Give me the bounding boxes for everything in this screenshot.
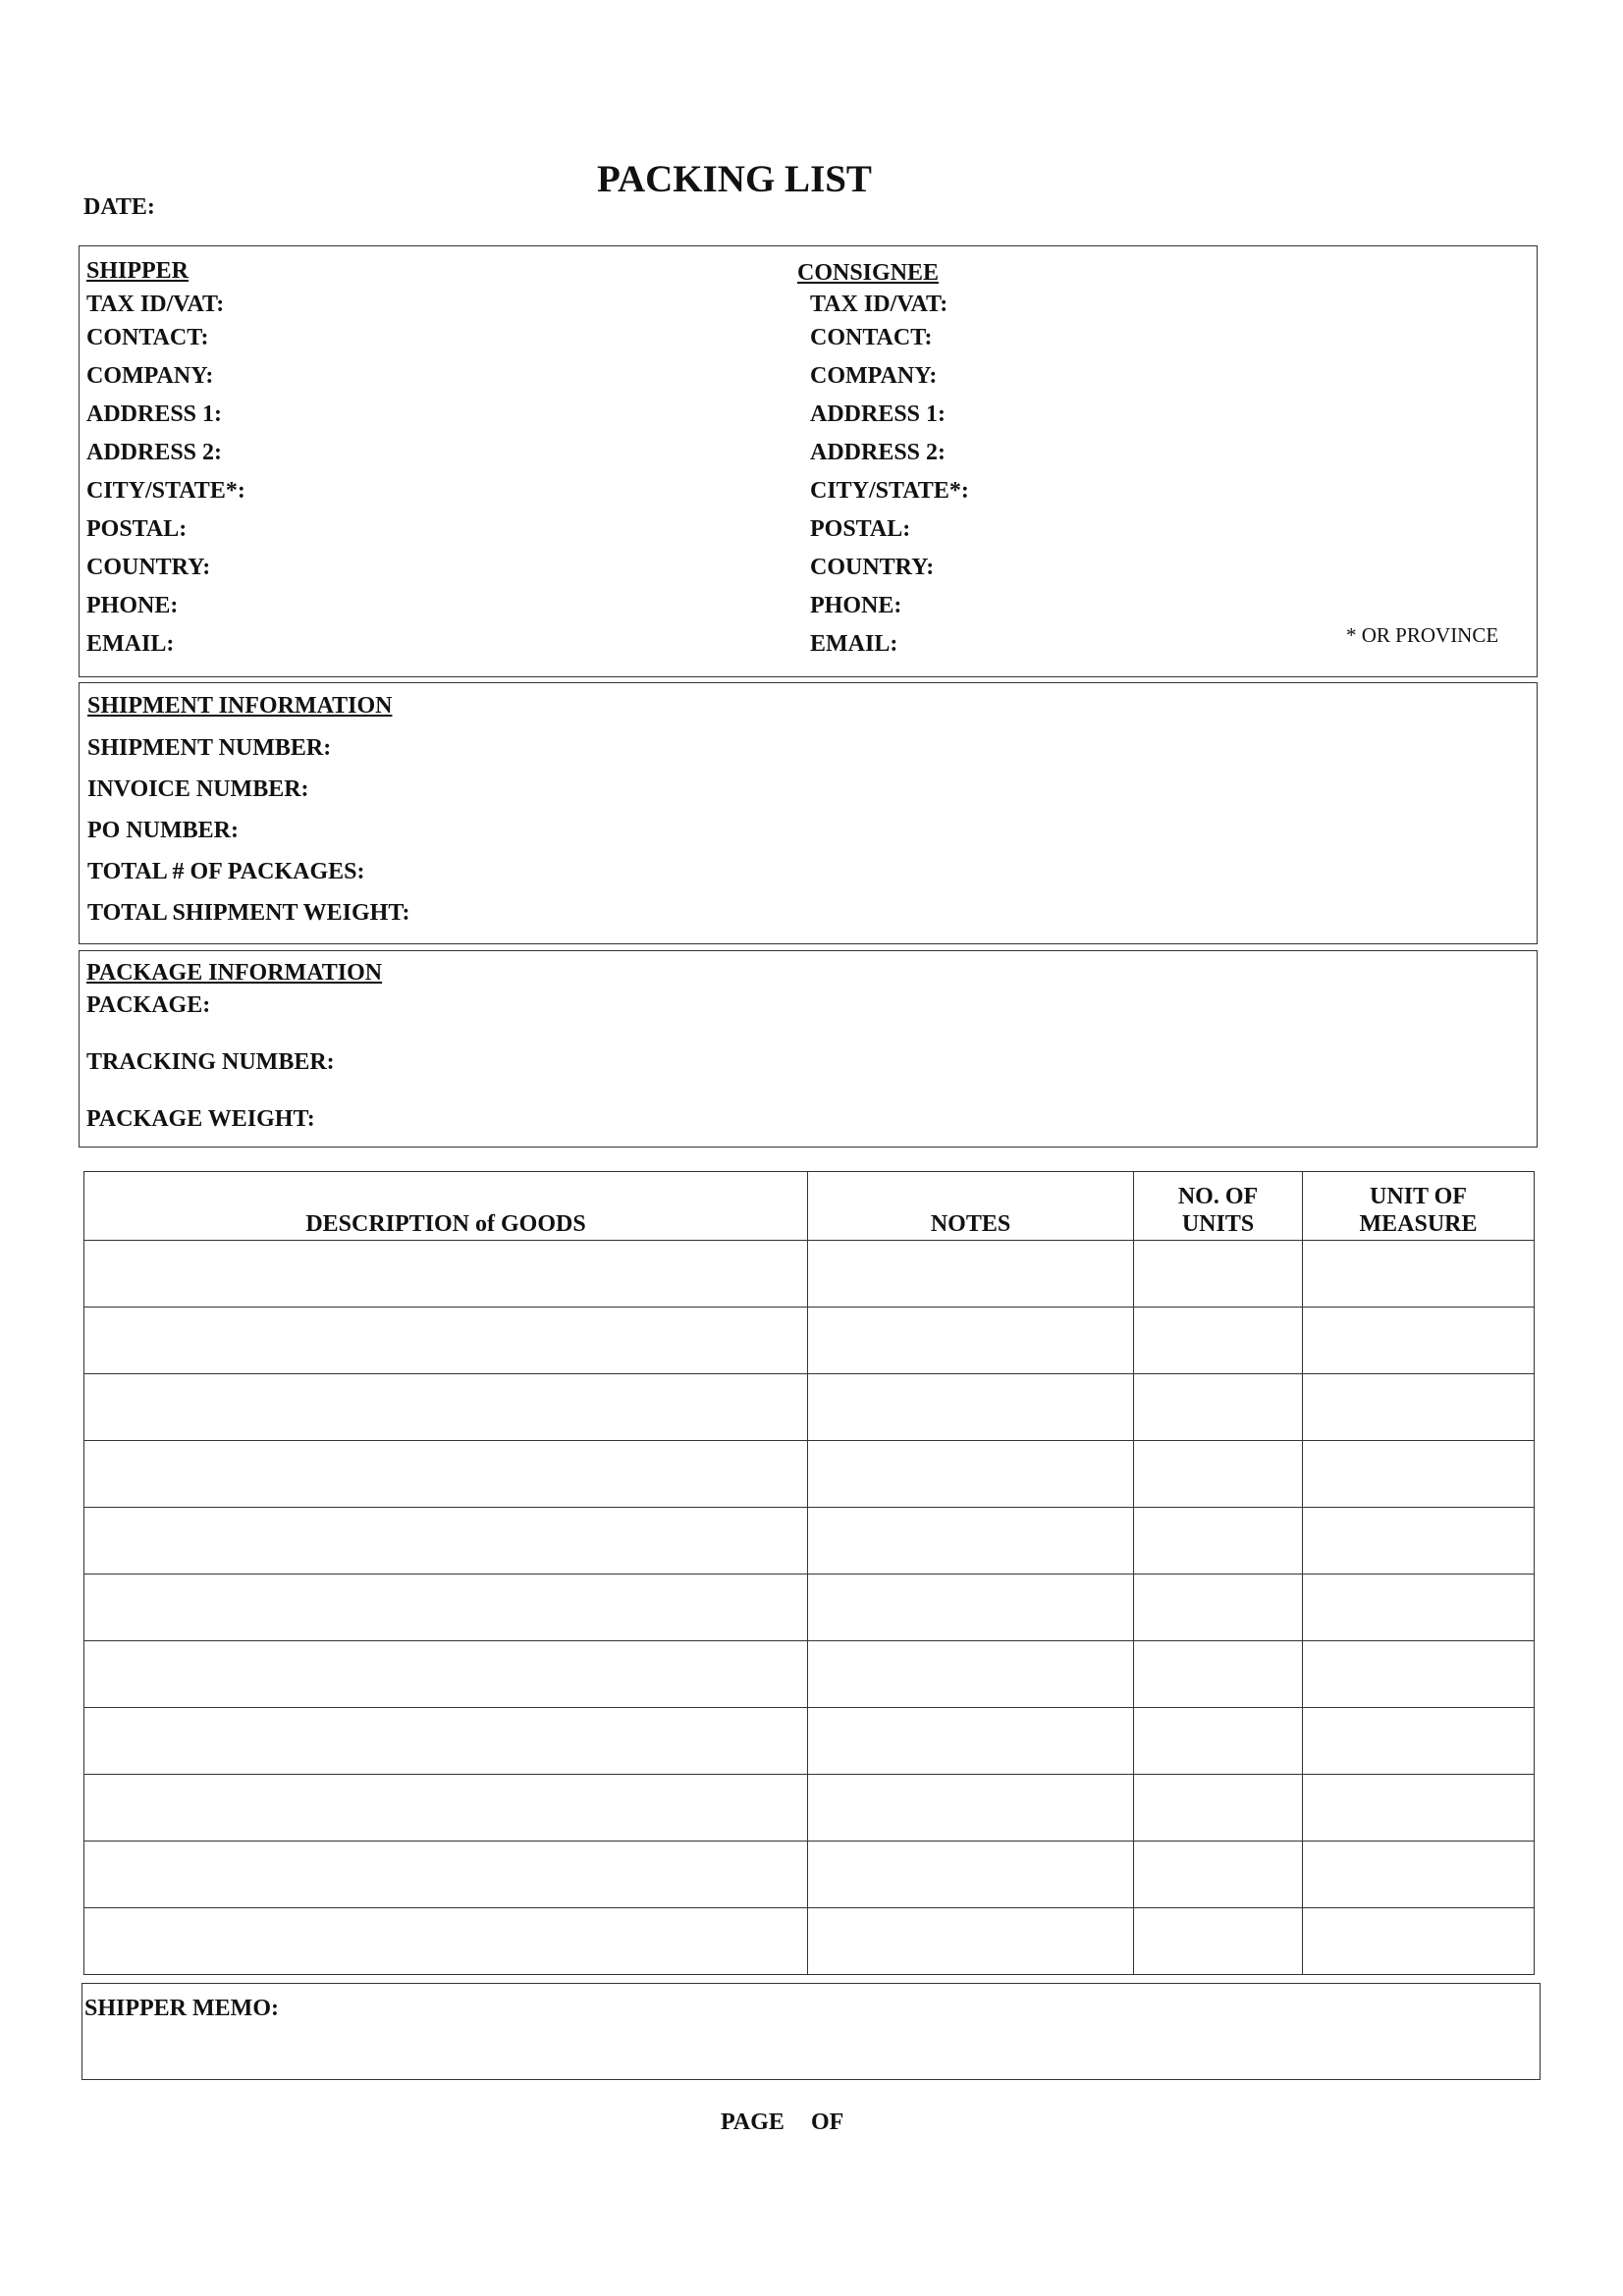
notes-cell[interactable]: [808, 1775, 1134, 1842]
description-cell[interactable]: [84, 1241, 808, 1308]
province-note: * OR PROVINCE: [1346, 623, 1499, 647]
consignee-tax-id-label: TAX ID/VAT:: [810, 292, 948, 317]
unit-of-measure-cell[interactable]: [1303, 1908, 1535, 1975]
consignee-city-state-label: CITY/STATE*:: [810, 478, 969, 504]
shipment-number-label: SHIPMENT NUMBER:: [87, 735, 332, 761]
description-column-header: DESCRIPTION of GOODS: [84, 1172, 808, 1241]
shipper-contact-label: CONTACT:: [86, 325, 209, 350]
description-cell[interactable]: [84, 1575, 808, 1641]
table-row: [84, 1575, 1535, 1641]
unit-of-measure-column-header: UNIT OF MEASURE: [1303, 1172, 1535, 1241]
units-cell[interactable]: [1134, 1842, 1303, 1908]
goods-table: [83, 1171, 1535, 1975]
table-row: [84, 1775, 1535, 1842]
shipper-memo-label: SHIPPER MEMO:: [84, 1996, 279, 2021]
units-cell[interactable]: [1134, 1308, 1303, 1374]
shipper-tax-id-label: TAX ID/VAT:: [86, 292, 225, 317]
package-information-section: [79, 950, 1538, 1148]
unit-of-measure-cell[interactable]: [1303, 1842, 1535, 1908]
consignee-postal-label: POSTAL:: [810, 516, 911, 542]
description-cell[interactable]: [84, 1508, 808, 1575]
page-of-label: OF: [811, 2109, 844, 2135]
goods-table-body: [84, 1241, 1535, 1975]
total-packages-label: TOTAL # OF PACKAGES:: [87, 859, 365, 884]
units-cell[interactable]: [1134, 1374, 1303, 1441]
units-column-header: NO. OF UNITS: [1134, 1172, 1303, 1241]
consignee-email-label: EMAIL:: [810, 631, 898, 657]
table-row: [84, 1708, 1535, 1775]
shipper-address1-label: ADDRESS 1:: [86, 401, 223, 427]
units-cell[interactable]: [1134, 1441, 1303, 1508]
tracking-number-label: TRACKING NUMBER:: [86, 1049, 335, 1075]
po-number-label: PO NUMBER:: [87, 818, 239, 843]
units-cell[interactable]: [1134, 1708, 1303, 1775]
units-cell[interactable]: [1134, 1641, 1303, 1708]
unit-of-measure-cell[interactable]: [1303, 1241, 1535, 1308]
table-row: [84, 1241, 1535, 1308]
page-title: PACKING LIST: [597, 158, 872, 200]
unit-of-measure-cell[interactable]: [1303, 1308, 1535, 1374]
description-cell[interactable]: [84, 1708, 808, 1775]
consignee-address2-label: ADDRESS 2:: [810, 440, 947, 465]
table-row: [84, 1374, 1535, 1441]
consignee-heading: CONSIGNEE: [797, 260, 940, 286]
table-row: [84, 1441, 1535, 1508]
table-row: [84, 1308, 1535, 1374]
notes-cell[interactable]: [808, 1508, 1134, 1575]
notes-cell[interactable]: [808, 1641, 1134, 1708]
notes-cell[interactable]: [808, 1308, 1134, 1374]
unit-of-measure-cell[interactable]: [1303, 1575, 1535, 1641]
consignee-phone-label: PHONE:: [810, 593, 902, 618]
goods-table-header: [84, 1172, 1535, 1241]
shipper-phone-label: PHONE:: [86, 593, 179, 618]
consignee-address1-label: ADDRESS 1:: [810, 401, 947, 427]
unit-of-measure-cell[interactable]: [1303, 1641, 1535, 1708]
page-label: PAGE: [721, 2109, 784, 2135]
unit-of-measure-cell[interactable]: [1303, 1374, 1535, 1441]
consignee-contact-label: CONTACT:: [810, 325, 933, 350]
date-label: DATE:: [83, 194, 155, 220]
shipper-country-label: COUNTRY:: [86, 555, 211, 580]
shipper-email-label: EMAIL:: [86, 631, 175, 657]
invoice-number-label: INVOICE NUMBER:: [87, 776, 309, 802]
units-cell[interactable]: [1134, 1775, 1303, 1842]
unit-of-measure-cell[interactable]: [1303, 1775, 1535, 1842]
notes-cell[interactable]: [808, 1908, 1134, 1975]
description-cell[interactable]: [84, 1441, 808, 1508]
unit-of-measure-cell[interactable]: [1303, 1708, 1535, 1775]
notes-cell[interactable]: [808, 1441, 1134, 1508]
consignee-country-label: COUNTRY:: [810, 555, 935, 580]
description-cell[interactable]: [84, 1842, 808, 1908]
table-row: [84, 1641, 1535, 1708]
notes-cell[interactable]: [808, 1842, 1134, 1908]
unit-of-measure-cell[interactable]: [1303, 1508, 1535, 1575]
units-cell[interactable]: [1134, 1508, 1303, 1575]
description-cell[interactable]: [84, 1374, 808, 1441]
description-cell[interactable]: [84, 1775, 808, 1842]
description-cell[interactable]: [84, 1641, 808, 1708]
description-cell[interactable]: [84, 1908, 808, 1975]
package-weight-label: PACKAGE WEIGHT:: [86, 1106, 315, 1132]
shipper-address2-label: ADDRESS 2:: [86, 440, 223, 465]
shipper-consignee-section: [79, 245, 1538, 677]
description-cell[interactable]: [84, 1308, 808, 1374]
notes-cell[interactable]: [808, 1374, 1134, 1441]
package-label: PACKAGE:: [86, 992, 211, 1018]
units-cell[interactable]: [1134, 1575, 1303, 1641]
shipment-information-heading: SHIPMENT INFORMATION: [87, 693, 393, 719]
consignee-company-label: COMPANY:: [810, 363, 938, 389]
notes-cell[interactable]: [808, 1575, 1134, 1641]
table-row: [84, 1908, 1535, 1975]
notes-column-header: NOTES: [808, 1172, 1134, 1241]
total-shipment-weight-label: TOTAL SHIPMENT WEIGHT:: [87, 900, 410, 926]
table-row: [84, 1842, 1535, 1908]
shipper-city-state-label: CITY/STATE*:: [86, 478, 245, 504]
shipper-memo-section: [81, 1983, 1541, 2080]
package-information-heading: PACKAGE INFORMATION: [86, 960, 383, 986]
units-cell[interactable]: [1134, 1908, 1303, 1975]
shipper-heading: SHIPPER: [86, 258, 189, 284]
shipper-company-label: COMPANY:: [86, 363, 214, 389]
notes-cell[interactable]: [808, 1708, 1134, 1775]
units-cell[interactable]: [1134, 1241, 1303, 1308]
shipper-postal-label: POSTAL:: [86, 516, 188, 542]
shipment-information-section: [79, 682, 1538, 944]
table-row: [84, 1508, 1535, 1575]
unit-of-measure-cell[interactable]: [1303, 1441, 1535, 1508]
notes-cell[interactable]: [808, 1241, 1134, 1308]
